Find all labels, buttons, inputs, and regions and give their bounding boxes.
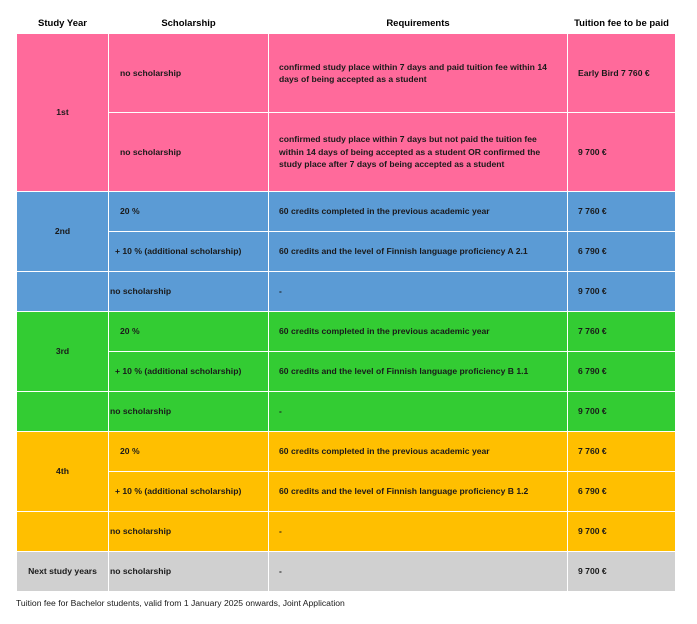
- year-cell-4th: 4th: [17, 432, 109, 512]
- fee-cell: 6 790 €: [568, 352, 676, 392]
- fee-cell: 7 760 €: [568, 312, 676, 352]
- requirement-cell: -: [269, 552, 568, 592]
- table-row: [17, 232, 676, 272]
- tuition-fee-table: [16, 14, 676, 592]
- year-cell-next: Next study years: [17, 552, 109, 592]
- scholarship-cell: 20 %: [109, 312, 269, 352]
- scholarship-cell: no scholarship: [109, 552, 269, 592]
- fee-cell: Early Bird 7 760 €: [568, 34, 676, 113]
- fee-cell: 7 760 €: [568, 192, 676, 232]
- fee-cell: 9 700 €: [568, 113, 676, 192]
- table-row: [17, 192, 676, 232]
- requirement-cell: -: [269, 272, 568, 312]
- year-cell-1st: 1st: [17, 34, 109, 192]
- scholarship-cell: no scholarship: [109, 113, 269, 192]
- requirement-cell: 60 credits completed in the previous academic year: [269, 192, 568, 232]
- scholarship-cell: 20 %: [109, 432, 269, 472]
- year-cell-empty: [17, 512, 109, 552]
- table-row: [17, 34, 676, 113]
- year-cell-2nd: 2nd: [17, 192, 109, 272]
- table-row: [17, 272, 676, 312]
- requirement-cell: 60 credits and the level of Finnish language proficiency B 1.2: [269, 472, 568, 512]
- table-row: [17, 552, 676, 592]
- scholarship-cell: + 10 % (additional scholarship): [109, 232, 269, 272]
- fee-cell: 9 700 €: [568, 392, 676, 432]
- fee-cell: 9 700 €: [568, 272, 676, 312]
- requirement-cell: -: [269, 512, 568, 552]
- header-requirements: Requirements: [269, 14, 568, 34]
- table-row: [17, 392, 676, 432]
- table-row: [17, 472, 676, 512]
- scholarship-cell: + 10 % (additional scholarship): [109, 472, 269, 512]
- requirement-cell: 60 credits completed in the previous academic year: [269, 432, 568, 472]
- scholarship-cell: no scholarship: [109, 512, 269, 552]
- requirement-cell: confirmed study place within 7 days and paid tuition fee within 14 days of being accepted as a student: [269, 34, 568, 113]
- requirement-cell: -: [269, 392, 568, 432]
- header-row: [17, 14, 676, 34]
- table-row: [17, 312, 676, 352]
- requirement-cell: confirmed study place within 7 days but not paid the tuition fee within 14 days of being accepted as a student OR confirmed the study place after 7 days of being accepted as a student: [269, 113, 568, 192]
- requirement-cell: 60 credits and the level of Finnish language proficiency A 2.1: [269, 232, 568, 272]
- table-row: [17, 352, 676, 392]
- scholarship-cell: + 10 % (additional scholarship): [109, 352, 269, 392]
- header-scholarship: Scholarship: [109, 14, 269, 34]
- requirement-cell: 60 credits completed in the previous academic year: [269, 312, 568, 352]
- requirement-cell: 60 credits and the level of Finnish language proficiency B 1.1: [269, 352, 568, 392]
- fee-cell: 6 790 €: [568, 472, 676, 512]
- table-row: [17, 113, 676, 192]
- fee-cell: 6 790 €: [568, 232, 676, 272]
- header-tuition-fee: Tuition fee to be paid: [568, 14, 676, 34]
- scholarship-cell: no scholarship: [109, 392, 269, 432]
- year-cell-3rd: 3rd: [17, 312, 109, 392]
- tuition-fee-table-container: [16, 14, 676, 592]
- header-study-year: Study Year: [17, 14, 109, 34]
- year-cell-empty: [17, 272, 109, 312]
- year-cell-empty: [17, 392, 109, 432]
- scholarship-cell: no scholarship: [109, 272, 269, 312]
- scholarship-cell: no scholarship: [109, 34, 269, 113]
- footnote: Tuition fee for Bachelor students, valid from 1 January 2025 onwards, Joint Application: [16, 598, 345, 608]
- fee-cell: 7 760 €: [568, 432, 676, 472]
- fee-cell: 9 700 €: [568, 512, 676, 552]
- table-row: [17, 512, 676, 552]
- fee-cell: 9 700 €: [568, 552, 676, 592]
- scholarship-cell: 20 %: [109, 192, 269, 232]
- table-row: [17, 432, 676, 472]
